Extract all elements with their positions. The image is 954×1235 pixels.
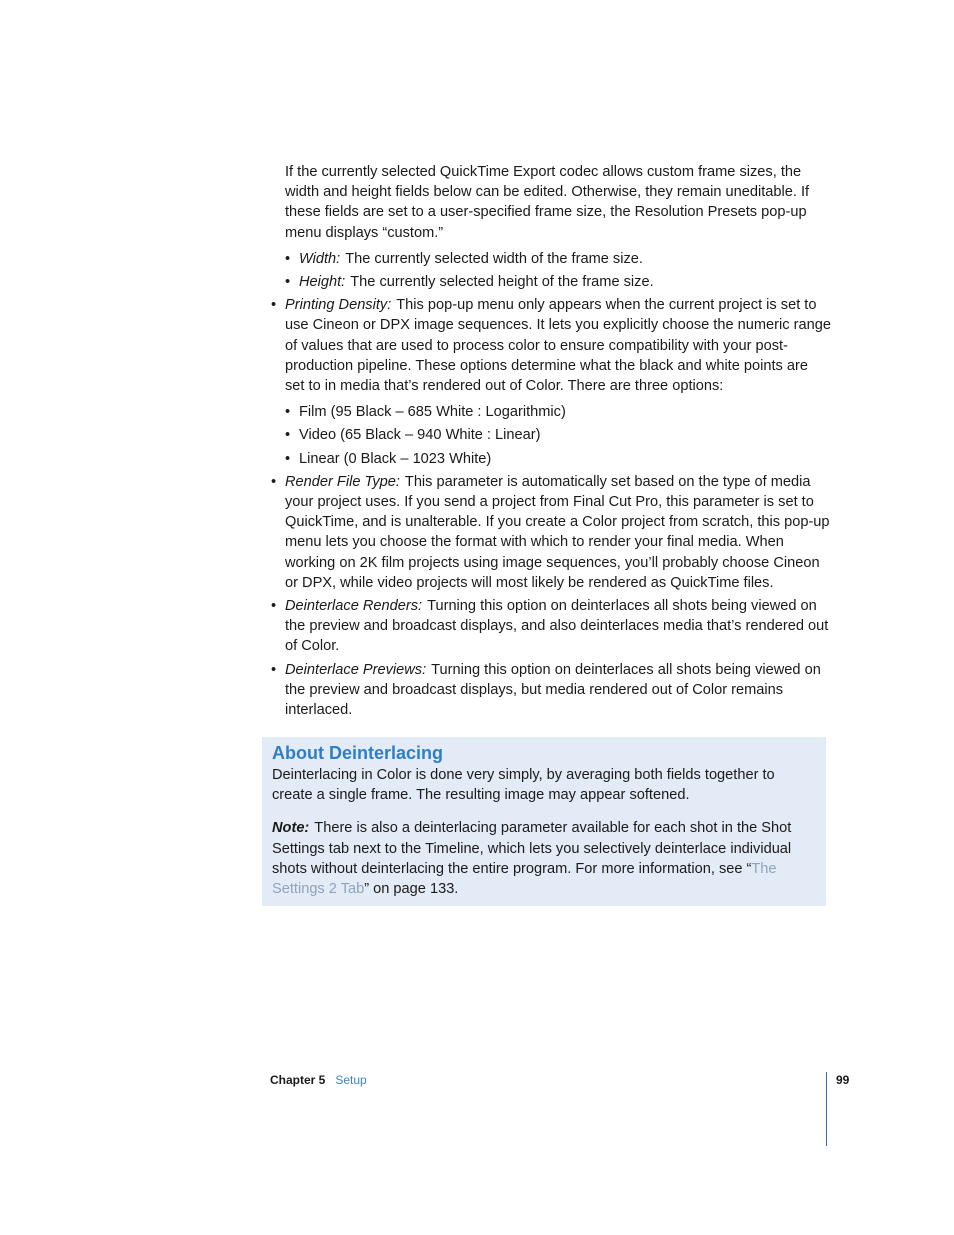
bullet-deinterlace-renders [271,596,831,657]
sidebar-body: Deinterlacing in Color is done very simply, by averaging both fields together to create a single frame. The resulting image may appear softened. [272,767,775,804]
intro-paragraph: If the currently selected QuickTime Export codec allows custom frame sizes, the width and height fields below can be edited. Otherwise, they remain uneditable. If these fields are set to a user-specified frame size, the Resolution Presets pop-up menu displays “custom.” [285,164,810,241]
term-printing-density: Printing Density: [285,297,392,314]
bullet-render-file-type [271,472,831,593]
list-item: • Film (95 Black – 685 White : Logarithmic) [271,402,831,422]
item-text: The currently selected height of the frame size. [350,274,654,291]
term-deinterlace-previews: Deinterlace Previews: [285,661,427,678]
list-item [271,249,831,269]
settings-2-tab-link[interactable]: The Settings 2 Tab [272,860,777,898]
item-text: Turning this option on deinterlaces all shots being viewed on the preview and broadcast displays, but media rendered out of Color remains interlaced. [285,661,821,719]
sidebar-title: About Deinterlacing [272,743,444,763]
list-item: • Video (65 Black – 940 White : Linear) [271,425,831,445]
footer-divider [826,1072,827,1146]
note-label: Note: [272,820,310,837]
list-item [271,272,831,292]
footer-chapter: Chapter 5 [270,1073,326,1087]
bullet-deinterlace-previews [271,660,831,721]
item-text: Turning this option on deinterlaces all shots being viewed on the preview and broadcast displays, and also deinterlaces media that’s rendered out of Color. [285,598,829,655]
list-item: • Linear (0 Black – 1023 White) [271,449,831,469]
term-width: Width: [299,250,341,267]
term-height: Height: [299,274,346,291]
footer [270,1072,367,1088]
main-content [271,162,831,720]
bullet-printing-density [271,295,831,396]
term-deinterlace-renders: Deinterlace Renders: [285,598,423,615]
item-text: The currently selected width of the frame size. [345,250,643,267]
footer-section-link[interactable]: Setup [335,1073,367,1087]
note-tail: ” on page 133. [364,881,459,898]
term-render-file-type: Render File Type: [285,473,400,490]
item-text: This parameter is automatically set based on the type of media your project uses. If you send a project from Final Cut Pro, this parameter is set to QuickTime, and is unalterable. If you create a Color project from scratch, this pop-up menu lets you choose the format with which to render your final media. When working on 2K film projects using image sequences, you’ll probably choose Cineon or DPX, while video projects will most likely be rendered as QuickTime files. [285,473,830,591]
sidebar-box [262,737,826,906]
item-text: This pop-up menu only appears when the current project is set to use Cineon or DPX image sequences. It lets you explicitly choose the numeric range of values that are used to process color to ensure compatibility with your post-production pipeline. These options determine what the black and white points are set to in media that’s rendered out of Color. There are three options: [285,297,831,395]
page-number: 99 [836,1073,850,1087]
note-text: There is also a deinterlacing parameter available for each shot in the Shot Settings tab next to the Timeline, which lets you selectively deinterlace individual shots without deinterlacing the entire program. For more information, see “ [272,820,792,877]
sidebar-note [272,818,816,899]
